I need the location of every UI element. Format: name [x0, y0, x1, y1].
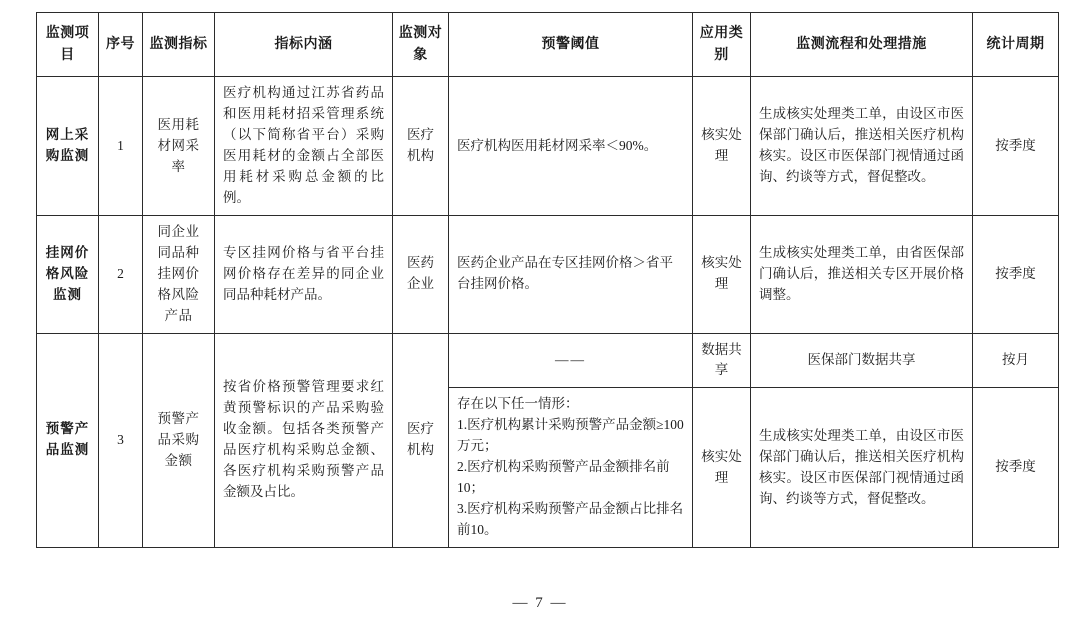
cell-process-and-measures: 生成核实处理类工单，由省医保部门确认后，推送相关专区开展价格调整。 [751, 215, 973, 333]
cell-statistical-period: 按季度 [973, 388, 1059, 547]
cell-serial-number: 1 [99, 77, 143, 216]
cell-monitor-indicator: 同企业同品种挂网价格风险产品 [143, 215, 215, 333]
cell-indicator-connotation: 医疗机构通过江苏省药品和医用耗材招采管理系统（以下简称省平台）采购医用耗材的金额占全部医用耗材采购总金额的比例。 [215, 77, 393, 216]
cell-warning-threshold: —— [449, 333, 693, 388]
cell-warning-threshold: 医疗机构医用耗材网采率＜90%。 [449, 77, 693, 216]
cell-warning-threshold [449, 388, 693, 547]
cell-application-category: 核实处理 [693, 388, 751, 547]
header-serial-number: 序号 [99, 13, 143, 77]
threshold-line: 1.医疗机构累计采购预警产品金额≥100万元； [457, 417, 684, 454]
threshold-line: 2.医疗机构采购预警产品金额排名前10； [457, 459, 670, 496]
header-statistical-period: 统计周期 [973, 13, 1059, 77]
page-number: — 7 — [512, 595, 568, 611]
cell-application-category: 核实处理 [693, 77, 751, 216]
cell-monitor-item: 网上采购监测 [37, 77, 99, 216]
cell-monitor-object: 医药企业 [393, 215, 449, 333]
cell-monitor-item: 挂网价格风险监测 [37, 215, 99, 333]
cell-monitor-indicator: 预警产品采购金额 [143, 333, 215, 547]
cell-warning-threshold: 医药企业产品在专区挂网价格＞省平台挂网价格。 [449, 215, 693, 333]
cell-process-and-measures: 生成核实处理类工单，由设区市医保部门确认后，推送相关医疗机构核实。设区市医保部门视情通过函询、约谈等方式，督促整改。 [751, 388, 973, 547]
cell-monitor-object: 医疗机构 [393, 333, 449, 547]
header-monitor-item: 监测项目 [37, 13, 99, 77]
cell-application-category: 核实处理 [693, 215, 751, 333]
cell-monitor-item: 预警产品监测 [37, 333, 99, 547]
threshold-line: 存在以下任一情形： [457, 396, 579, 412]
header-monitor-indicator: 监测指标 [143, 13, 215, 77]
header-process-and-measures: 监测流程和处理措施 [751, 13, 973, 77]
table-row [37, 215, 1059, 333]
threshold-line: 3.医疗机构采购预警产品金额占比排名前10。 [457, 500, 684, 537]
monitor-indicator-table [36, 12, 1059, 548]
cell-process-and-measures: 医保部门数据共享 [751, 333, 973, 388]
cell-indicator-connotation: 专区挂网价格与省平台挂网价格存在差异的同企业同品种耗材产品。 [215, 215, 393, 333]
table-row [37, 77, 1059, 216]
header-monitor-object: 监测对象 [393, 13, 449, 77]
header-warning-threshold: 预警阈值 [449, 13, 693, 77]
header-application-category: 应用类别 [693, 13, 751, 77]
header-indicator-connotation: 指标内涵 [215, 13, 393, 77]
cell-statistical-period: 按季度 [973, 77, 1059, 216]
cell-indicator-connotation: 按省价格预警管理要求红黄预警标识的产品采购验收金额。包括各类预警产品医疗机构采购总金额、各医疗机构采购预警产品金额及占比。 [215, 333, 393, 547]
cell-monitor-object: 医疗机构 [393, 77, 449, 216]
cell-application-category: 数据共享 [693, 333, 751, 388]
cell-monitor-indicator: 医用耗材网采率 [143, 77, 215, 216]
table-row [37, 333, 1059, 388]
cell-statistical-period: 按月 [973, 333, 1059, 388]
cell-serial-number: 2 [99, 215, 143, 333]
cell-statistical-period: 按季度 [973, 215, 1059, 333]
cell-process-and-measures: 生成核实处理类工单，由设区市医保部门确认后，推送相关医疗机构核实。设区市医保部门视情通过函询、约谈等方式，督促整改。 [751, 77, 973, 216]
cell-serial-number: 3 [99, 333, 143, 547]
table-header-row [37, 13, 1059, 77]
